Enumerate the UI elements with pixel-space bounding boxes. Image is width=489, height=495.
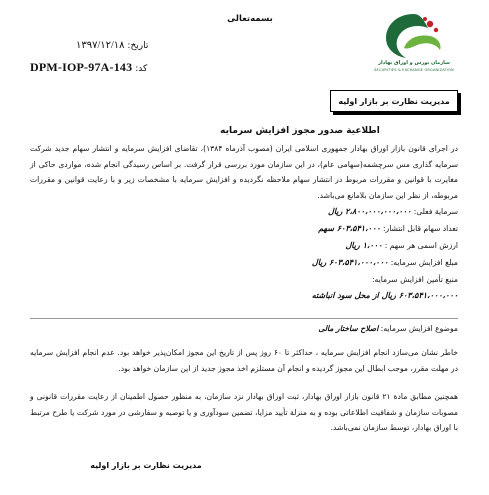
field-increase-amount bbox=[30, 254, 458, 271]
field-value: ۶۰۳،۵۴۱،۰۰۰،۰۰۰ ریال از محل سود انباشته bbox=[311, 290, 458, 300]
date-value: ۱۳۹۷/۱۲/۱۸ bbox=[76, 40, 125, 51]
field-label: تعداد سهام قابل انتشار: bbox=[382, 224, 458, 233]
field-value: ۲،۸۰۰،۰۰۰،۰۰۰،۰۰۰ ریال bbox=[328, 206, 412, 216]
code-value: DPM-IOP-97A-143 bbox=[30, 60, 133, 74]
field-funding-source bbox=[30, 271, 458, 288]
field-shares-issuable bbox=[30, 220, 458, 237]
code-line bbox=[30, 60, 147, 75]
intro-paragraph: در اجرای قانون بازار اوراق بهادار جمهوری اسلامی ایران (مصوب آذرماه ۱۳۸۴)، تقاضای افزایش سرمایه و انتشار سهام جدید شرکت سرمایه گذاری مس سرچشمه(سهامی عام)، در این سازمان مورد بررسی قرار گرفت. بر اساس رسیدگی انجام شده، مواردی حاکی از مغایرت با قوانین و مقررات مربوط در انتشار سهام ملاحظه نگردیده و افزایش سرمایه با مشخصات زیر و با رعایت قوانین و مقررات مربوطه، از نظر این سازمان بلامانع می‌باشد. bbox=[30, 144, 458, 200]
subject-value: اصلاح ساختار مالی bbox=[318, 324, 379, 333]
field-value: ۶۰۳،۵۴۱،۰۰۰،۰۰۰ ریال bbox=[311, 257, 389, 267]
deadline-paragraph: خاطر نشان می‌سازد انجام افزایش سرمایه ، حداکثر تا ۶۰ روز پس از تاریخ این مجوز امکان‌پذیر خواهد بود. عدم انجام افزایش سرمایه در مهلت مقرر، موجب ابطال این مجوز گردیده و انجام آن مستلزم اخذ مجوز جدید از این سازمان خواهد بود. bbox=[30, 348, 458, 373]
subject-label: موضوع افزایش سرمایه: bbox=[380, 324, 458, 333]
basmala: بسمه‌تعالی bbox=[227, 14, 273, 24]
date-label: تاریخ: bbox=[127, 41, 149, 51]
logo-name: سازمان بورس و اوراق بهادار bbox=[378, 60, 450, 66]
field-label: سرمایة فعلی: bbox=[413, 207, 458, 216]
field-current-capital bbox=[30, 203, 458, 220]
subject-line bbox=[30, 321, 458, 337]
disclaimer-paragraph: همچنین مطابق مادة ۲۱ قانون بازار اوراق بهادار، ثبت اوراق بهادار نزد سازمان، به منظور حصول اطمینان از رعایت مقررات قانونی و مصوبات سازمان و شفافیت اطلاعاتی بوده و به منزلة تأیید مزایا، تضمین سودآوری و یا توصیه و سفارشی در مورد شرکت یا طرح مرتبط با اوراق بهادار، توسط سازمان نمی‌باشد. bbox=[30, 392, 458, 432]
field-label: ارزش اسمی هر سهم : bbox=[384, 241, 458, 250]
department-box: مدیریت نظارت بر بازار اولیه bbox=[330, 90, 458, 112]
code-label: کد: bbox=[135, 64, 148, 74]
field-funding-detail bbox=[30, 287, 458, 304]
document-title: اطلاعیة صدور مجوز افزایش سرمایه bbox=[220, 126, 380, 136]
field-value: ۶۰۳،۵۴۱،۰۰۰ سهم bbox=[318, 223, 381, 233]
date-line bbox=[76, 40, 148, 51]
divider bbox=[30, 318, 458, 319]
field-value: ۱،۰۰۰ ریال bbox=[345, 240, 383, 250]
field-label: مبلغ افزایش سرمایه: bbox=[390, 258, 458, 267]
signature: مدیریت نظارت بر بازار اولیه bbox=[90, 461, 202, 470]
field-label: منبع تأمین افزایش سرمایه: bbox=[371, 275, 458, 284]
logo-subtitle: SECURITIES & EXCHANGE ORGANIZATION bbox=[374, 68, 454, 72]
field-par-value bbox=[30, 237, 458, 254]
